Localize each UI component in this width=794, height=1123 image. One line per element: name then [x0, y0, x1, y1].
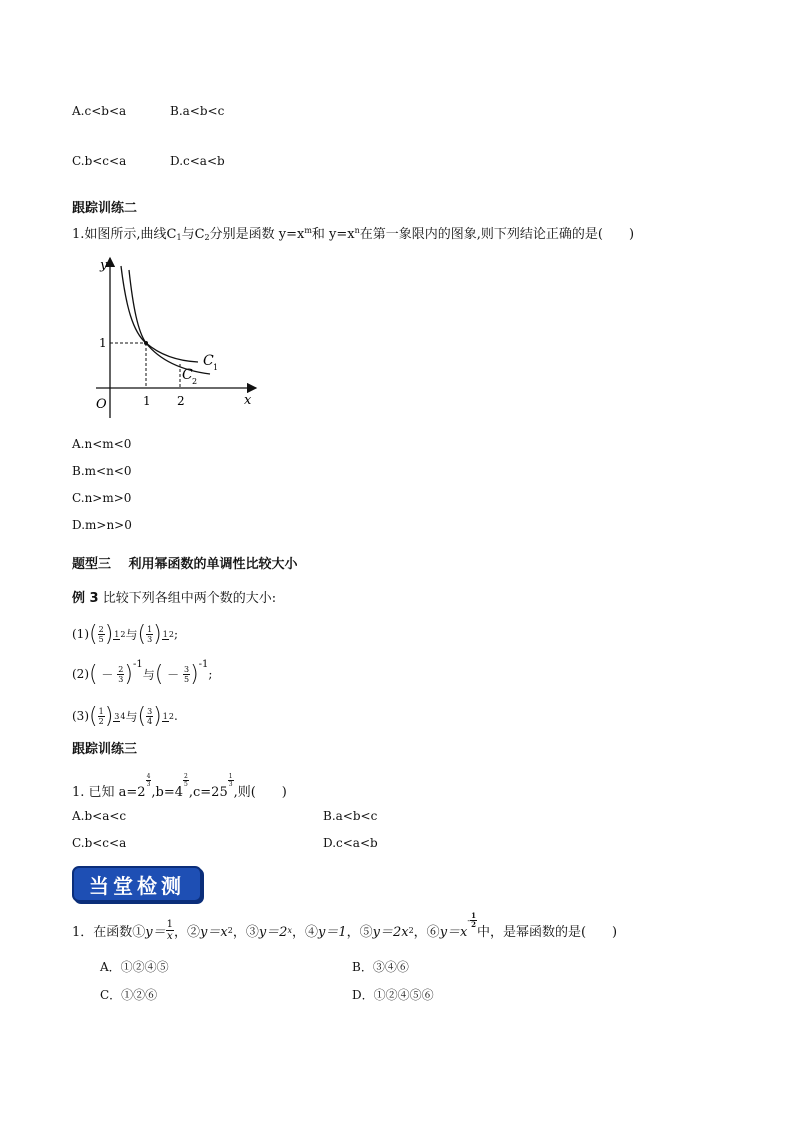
check-option-a: A．①②④⑤ [100, 960, 169, 974]
check-question-1: 1．在函数① y＝ $\frac{1}{x}$ ，② y＝x 2 ，③ y＝2 x ，④ y＝1 ，⑤ y＝2x 2 ，⑥ y＝x - $\frac{1}{2}$ 中，是幂函数的是( ) [72, 910, 618, 942]
s3-option-b: B.a<b<c [323, 809, 378, 823]
x-axis-label: x [244, 393, 252, 408]
option-b: B.a<b<c [170, 104, 225, 118]
example-3-part-1: (1) ( $\frac{2}{5}$ ) 12 与 ( $\frac{1}{3}$ ) 12 ; [72, 621, 178, 647]
check-option-b: B．③④⑥ [352, 960, 409, 974]
origin-label: O [96, 397, 107, 412]
s3-option-d: D.c<a<b [323, 836, 378, 850]
curve-c2 [129, 270, 210, 374]
x-tick-1: 1 [143, 394, 151, 408]
question-3-1: 1. 已知 a=2 $\frac{4}{3}$ ,b=4 $\frac{2}{5}$ ,c=25 $\frac{1}{3}$ ,则( ) [72, 773, 287, 800]
option-a: A.c<b<a [72, 104, 127, 118]
example-3-part-2: (2) ( － $\frac{2}{3}$ ) -1 与 ( － $\frac{3}{5}$ ) -1 ; [72, 658, 213, 687]
s2-option-c: C.n>m>0 [72, 491, 132, 505]
curve-c2-label: C [182, 367, 193, 383]
s2-option-a: A.n<m<0 [72, 437, 132, 451]
question-2-1: 1.如图所示,曲线$C_1$与$C_2$分别是函数 $y=x^m$和 $y=x^n$在第一象限内的图象,则下列结论正确的是( ) [72, 226, 635, 242]
check-option-d: D．①②④⑤⑥ [352, 988, 434, 1002]
in-class-check-banner: 当堂检测 [72, 866, 202, 902]
y-axis-label: y [100, 258, 108, 273]
s3-option-a: A.b<a<c [72, 809, 127, 823]
x-tick-2: 2 [177, 394, 185, 408]
section-heading-3: 跟踪训练三 [72, 742, 138, 757]
option-c: C.b<c<a [72, 154, 127, 168]
curve-c1-subscript: 1 [213, 363, 219, 372]
check-option-c: C．①②⑥ [100, 988, 158, 1002]
curve-c1 [121, 266, 198, 362]
intersection-point [144, 341, 148, 345]
s2-option-d: D.m>n>0 [72, 518, 132, 532]
power-function-graph [88, 252, 268, 424]
example-3: 例 3 比较下列各组中两个数的大小: [72, 591, 277, 606]
s2-option-b: B.m<n<0 [72, 464, 132, 478]
option-d: D.c<a<b [170, 154, 225, 168]
section-heading-2: 跟踪训练二 [72, 201, 138, 216]
curve-c1-label: C [203, 353, 214, 369]
topic-3-heading: 题型三 利用幂函数的单调性比较大小 [72, 557, 298, 572]
y-tick-1: 1 [99, 336, 107, 350]
example-3-part-3: (3) ( $\frac{1}{2}$ ) 34 与 ( $\frac{3}{4}$ ) 12 . [72, 703, 178, 729]
curve-c2-subscript: 2 [192, 377, 198, 386]
s3-option-c: C.b<c<a [72, 836, 127, 850]
